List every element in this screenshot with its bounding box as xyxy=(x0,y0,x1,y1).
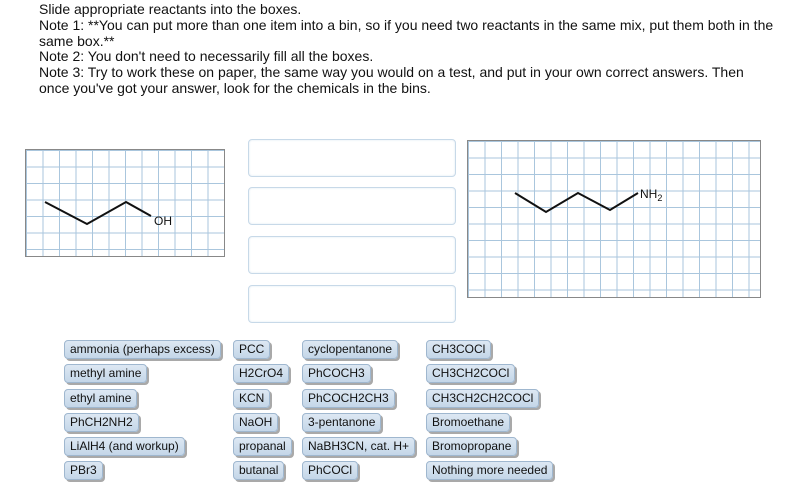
reagent-chip[interactable]: PhCOCH2CH3 xyxy=(302,389,395,408)
reagent-chip[interactable]: ammonia (perhaps excess) xyxy=(64,340,221,359)
drop-box-4[interactable] xyxy=(248,285,456,323)
reagent-chip[interactable]: propanal xyxy=(233,437,292,456)
note-3: Note 3: Try to work these on paper, the same way you would on a test, and put in your own correct answers. Then once you've got your answer, look for the chemicals in the bins. xyxy=(39,64,744,96)
reagent-chip[interactable]: LiAlH4 (and workup) xyxy=(64,437,185,456)
starting-material-structure xyxy=(26,150,224,256)
instruction-line: Slide appropriate reactants into the boxes. xyxy=(39,1,302,17)
drop-box-1[interactable] xyxy=(248,139,456,177)
reagent-chip[interactable]: Nothing more needed xyxy=(426,461,553,480)
reagent-chip[interactable]: methyl amine xyxy=(64,364,147,383)
drop-box-2[interactable] xyxy=(248,187,456,225)
reagent-chip[interactable]: ethyl amine xyxy=(64,389,137,408)
instructions xyxy=(39,2,774,97)
amine-label: $NH_2$ xyxy=(640,187,663,203)
reagent-chip[interactable]: CH3COCl xyxy=(426,340,491,359)
reagent-chip[interactable]: KCN xyxy=(233,389,270,408)
reagent-chip[interactable]: butanal xyxy=(233,461,284,480)
reagent-chip[interactable]: Bromoethane xyxy=(426,413,510,432)
reagent-chip[interactable]: Bromopropane xyxy=(426,437,517,456)
reagent-chip[interactable]: PhCOCH3 xyxy=(302,364,371,383)
reagent-chip[interactable]: NaOH xyxy=(233,413,278,432)
reagent-chip[interactable]: H2CrO4 xyxy=(233,364,289,383)
reagent-chip[interactable]: PBr3 xyxy=(64,461,103,480)
reagent-chip[interactable]: PCC xyxy=(233,340,270,359)
starting-material-panel xyxy=(25,149,225,257)
hydroxyl-label: OH xyxy=(154,214,172,228)
product-panel xyxy=(467,140,761,298)
product-structure xyxy=(468,141,760,297)
drop-box-3[interactable] xyxy=(248,236,456,274)
reagent-chip[interactable]: PhCOCl xyxy=(302,461,358,480)
reagent-chip[interactable]: PhCH2NH2 xyxy=(64,413,139,432)
reagent-chip[interactable]: CH3CH2COCl xyxy=(426,364,515,383)
reagent-chip[interactable]: CH3CH2CH2COCl xyxy=(426,389,539,408)
reagent-chip[interactable]: 3-pentanone xyxy=(302,413,381,432)
reagent-chip[interactable]: NaBH3CN, cat. H+ xyxy=(302,437,415,456)
reagent-chip[interactable]: cyclopentanone xyxy=(302,340,398,359)
note-2: Note 2: You don't need to necessarily fill all the boxes. xyxy=(39,48,374,65)
note-1: Note 1: **You can put more than one item into a bin, so if you need two reactants in the same mix, put them both in the same box.** xyxy=(39,16,774,49)
